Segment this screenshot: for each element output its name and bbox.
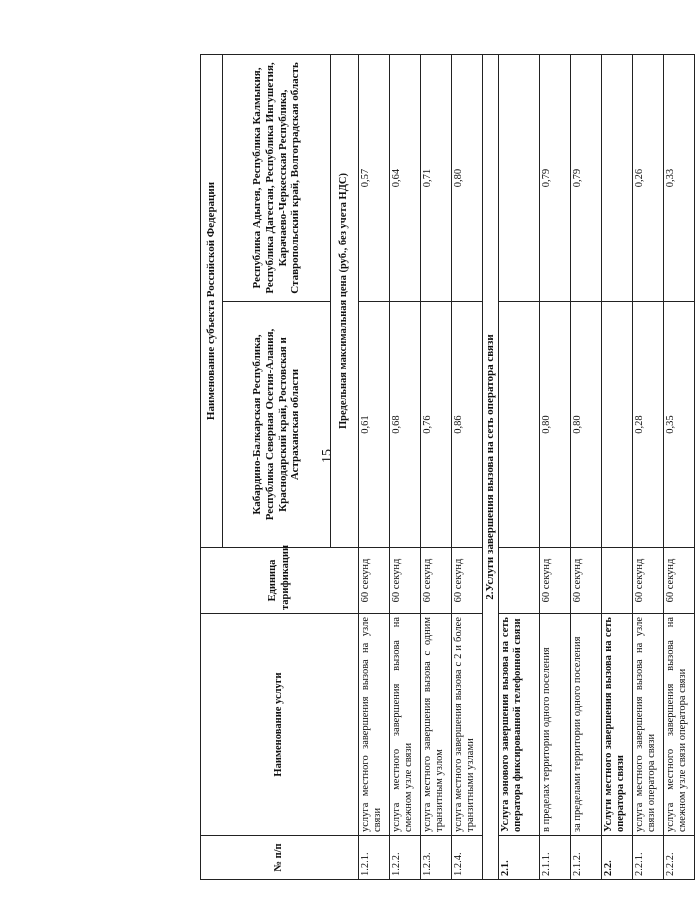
- row-service-name: услуга местного завершения вызова на смежном узле связи оператора связи: [664, 614, 695, 836]
- row-price-region-2: 0,79: [540, 54, 571, 301]
- row-tariff-unit: [602, 548, 633, 614]
- row-price-region-1: [602, 302, 633, 548]
- rows-section-2: [499, 54, 695, 879]
- header-price-caption: Предельная максимальная цена (руб., без учета НДС): [331, 54, 359, 547]
- row-number: 2.1.2.: [571, 836, 602, 880]
- row-price-region-1: 0,86: [452, 302, 483, 548]
- row-tariff-unit: 60 секунд: [390, 548, 421, 614]
- row-service-name: услуга местного завершения вызова с одним транзитным узлом: [421, 614, 452, 836]
- row-price-region-2: 0,79: [571, 54, 602, 301]
- page-number: 15: [320, 449, 335, 463]
- row-tariff-unit: 60 секунд: [571, 548, 602, 614]
- row-tariff-unit: [499, 548, 540, 614]
- row-service-name: в пределах территории одного поселения: [540, 614, 571, 836]
- row-price-region-1: 0,76: [421, 302, 452, 548]
- table-row: [633, 54, 664, 879]
- row-service-name: услуга местного завершения вызова на смежном узле связи: [390, 614, 421, 836]
- row-service-name: услуга местного завершения вызова с 2 и более транзитными узлами: [452, 614, 483, 836]
- header-region-2: Республика Адыгея, Республика Калмыкия, Республика Дагестан, Республика Ингушетия, Карачаево-Черкесская Республика, Ставропольский край, Волгоградская область: [223, 54, 331, 301]
- tariff-table-rotated: [200, 55, 689, 880]
- row-price-region-2: 0,26: [633, 54, 664, 301]
- table-row: [452, 54, 483, 879]
- row-tariff-unit: 60 секунд: [540, 548, 571, 614]
- row-price-region-2: [602, 54, 633, 301]
- row-service-name: услуга местного завершения вызова на узле связи оператора связи: [633, 614, 664, 836]
- header-tariff-unit: Единица тарификации: [201, 548, 359, 614]
- row-tariff-unit: 60 секунд: [359, 548, 390, 614]
- row-price-region-2: [499, 54, 540, 301]
- row-price-region-1: 0,80: [540, 302, 571, 548]
- row-price-region-2: 0,57: [359, 54, 390, 301]
- row-number: 1.2.2.: [390, 836, 421, 880]
- table-row: [664, 54, 695, 879]
- row-price-region-1: 0,68: [390, 302, 421, 548]
- row-number: 2.1.: [499, 836, 540, 880]
- row-price-region-2: 0,33: [664, 54, 695, 301]
- row-tariff-unit: 60 секунд: [421, 548, 452, 614]
- row-service-name: Услуги местного завершения вызова на сеть оператора связи: [602, 614, 633, 836]
- tariff-table: [200, 54, 695, 880]
- row-price-region-2: 0,64: [390, 54, 421, 301]
- header-number: № п/п: [201, 836, 359, 880]
- row-service-name: Услуга зонового завершения вызова на сеть оператора фиксированной телефонной связи: [499, 614, 540, 836]
- row-number: 1.2.3.: [421, 836, 452, 880]
- table-row: [421, 54, 452, 879]
- row-tariff-unit: 60 секунд: [452, 548, 483, 614]
- header-region-1: Кабардино-Балкарская Республика, Республика Северная Осетия-Алания, Краснодарский край, Ростовская и Астраханская области: [223, 302, 331, 548]
- table-row: [499, 54, 540, 879]
- row-number: 2.1.1.: [540, 836, 571, 880]
- row-number: 2.2.: [602, 836, 633, 880]
- table-row: [571, 54, 602, 879]
- table-row: [602, 54, 633, 879]
- row-price-region-2: 0,71: [421, 54, 452, 301]
- row-service-name: услуга местного завершения вызова на узле связи: [359, 614, 390, 836]
- section-2-title: 2.Услуги завершения вызова на сеть оператора связи: [483, 54, 499, 879]
- row-price-region-1: 0,28: [633, 302, 664, 548]
- table-row: [390, 54, 421, 879]
- row-number: 2.2.1.: [633, 836, 664, 880]
- row-service-name: за пределами территории одного поселения: [571, 614, 602, 836]
- row-number: 2.2.2.: [664, 836, 695, 880]
- header-subject-title: Наименование субъекта Российской Федерации: [201, 54, 223, 547]
- row-price-region-2: 0,80: [452, 54, 483, 301]
- row-price-region-1: [499, 302, 540, 548]
- row-number: 1.2.1.: [359, 836, 390, 880]
- row-tariff-unit: 60 секунд: [664, 548, 695, 614]
- table-row: [359, 54, 390, 879]
- row-price-region-1: 0,35: [664, 302, 695, 548]
- header-service-name: Наименование услуги: [201, 614, 359, 836]
- row-price-region-1: 0,61: [359, 302, 390, 548]
- rows-section-1: [359, 54, 483, 879]
- row-tariff-unit: 60 секунд: [633, 548, 664, 614]
- row-price-region-1: 0,80: [571, 302, 602, 548]
- row-number: 1.2.4.: [452, 836, 483, 880]
- table-row: [540, 54, 571, 879]
